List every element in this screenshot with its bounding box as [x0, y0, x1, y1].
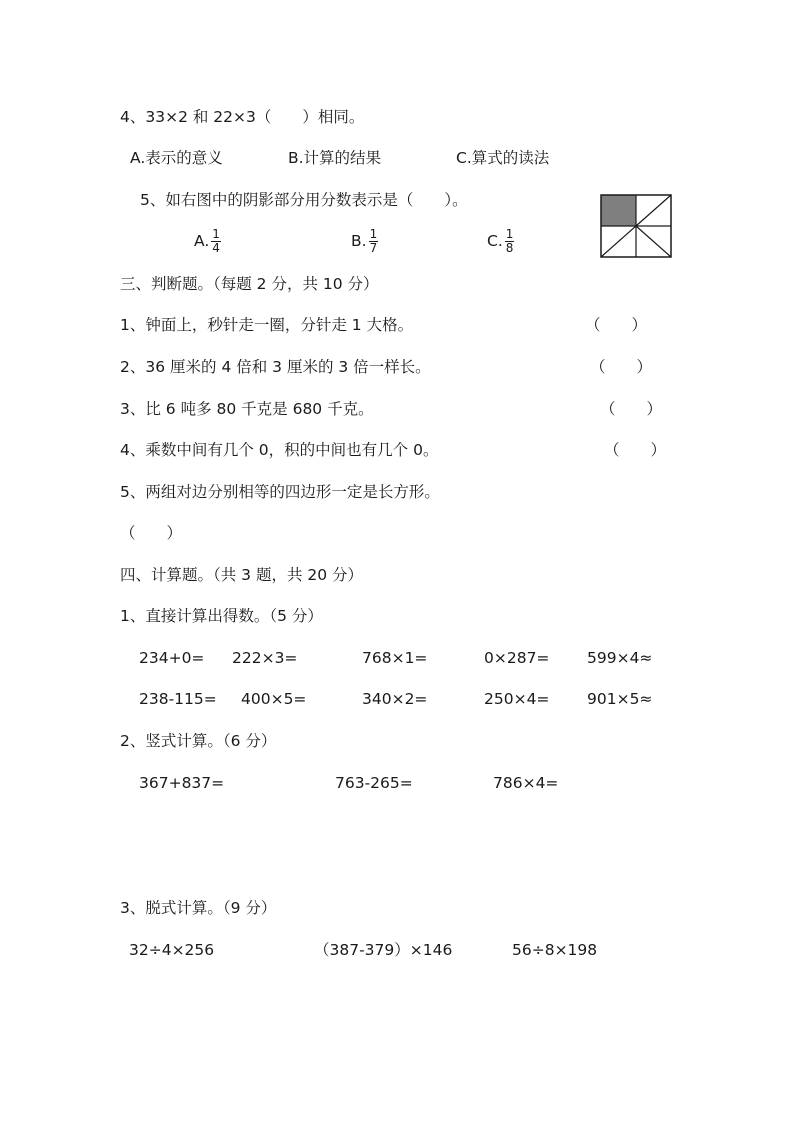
oral-calc-1: 234+0=	[139, 649, 205, 667]
calc-part2-title: 2、竖式计算。（6 分）	[120, 732, 277, 750]
fraction-denominator: 8	[505, 241, 514, 255]
q4-option-b: B.计算的结果	[288, 149, 382, 167]
vertical-calc-1: 367+837=	[139, 774, 225, 792]
q5-option-c	[487, 228, 514, 255]
figure-diagonal-line	[636, 195, 671, 226]
fraction-figure	[600, 194, 672, 258]
section4-title: 四、计算题。（共 3 题，共 20 分）	[120, 566, 364, 584]
q5-option-b	[351, 228, 378, 255]
q5-option-a-fraction	[211, 228, 221, 255]
calc-part1-title: 1、直接计算出得数。（5 分）	[120, 607, 323, 625]
judge-blank-2[interactable]: （ ）	[590, 358, 653, 376]
fraction-numerator: 1	[212, 227, 220, 241]
oral-calc-3: 768×1=	[362, 649, 428, 667]
q5-options	[0, 228, 794, 262]
fraction-denominator: 7	[369, 241, 378, 255]
oral-calc-7: 400×5=	[241, 690, 307, 708]
oral-calc-6: 238-115=	[139, 690, 217, 708]
step-calc-3: 56÷8×198	[512, 941, 598, 959]
q5-option-a-label: A.	[194, 232, 210, 250]
q5-option-a	[194, 228, 221, 255]
step-calc-1: 32÷4×256	[129, 941, 215, 959]
q5-option-b-fraction	[369, 228, 379, 255]
judge-item-2: 2、36 厘米的 4 倍和 3 厘米的 3 倍一样长。	[120, 358, 431, 376]
judge-blank-4[interactable]: （ ）	[604, 441, 667, 459]
judge-blank-5[interactable]: （ ）	[120, 524, 183, 542]
fraction-denominator: 4	[212, 241, 220, 255]
oral-calc-9: 250×4=	[484, 690, 550, 708]
figure-diagonal-line	[601, 226, 636, 257]
q4-stem: 4、33×2 和 22×3（ ）相同。	[120, 108, 365, 126]
q4-option-c: C.算式的读法	[456, 149, 550, 167]
fraction-numerator: 1	[505, 227, 514, 241]
q5-option-c-fraction	[505, 228, 515, 255]
judge-blank-1[interactable]: （ ）	[585, 316, 648, 334]
vertical-calc-3: 786×4=	[493, 774, 559, 792]
judge-item-4: 4、乘数中间有几个 0，积的中间也有几个 0。	[120, 441, 439, 459]
calc-part3-title: 3、脱式计算。（9 分）	[120, 899, 277, 917]
oral-calc-10: 901×5≈	[587, 690, 653, 708]
section3-title: 三、判断题。（每题 2 分，共 10 分）	[120, 275, 379, 293]
fraction-numerator: 1	[369, 227, 378, 241]
oral-calc-4: 0×287=	[484, 649, 550, 667]
judge-item-5: 5、两组对边分别相等的四边形一定是长方形。	[120, 483, 440, 501]
figure-diagonal-line	[636, 226, 671, 257]
judge-item-3: 3、比 6 吨多 80 千克是 680 千克。	[120, 400, 374, 418]
step-calc-2: （387-379）×146	[314, 941, 453, 959]
q4-option-a: A.表示的意义	[130, 149, 223, 167]
vertical-calc-2: 763-265=	[335, 774, 413, 792]
judge-item-1: 1、钟面上，秒针走一圈，分针走 1 大格。	[120, 316, 414, 334]
oral-calc-5: 599×4≈	[587, 649, 653, 667]
q5-option-b-label: B.	[351, 232, 367, 250]
oral-calc-8: 340×2=	[362, 690, 428, 708]
oral-calc-2: 222×3=	[232, 649, 298, 667]
judge-blank-3[interactable]: （ ）	[600, 400, 663, 418]
q5-stem: 5、如右图中的阴影部分用分数表示是（ ）。	[140, 191, 468, 209]
q5-option-c-label: C.	[487, 232, 503, 250]
figure-shaded-cell	[601, 195, 636, 226]
